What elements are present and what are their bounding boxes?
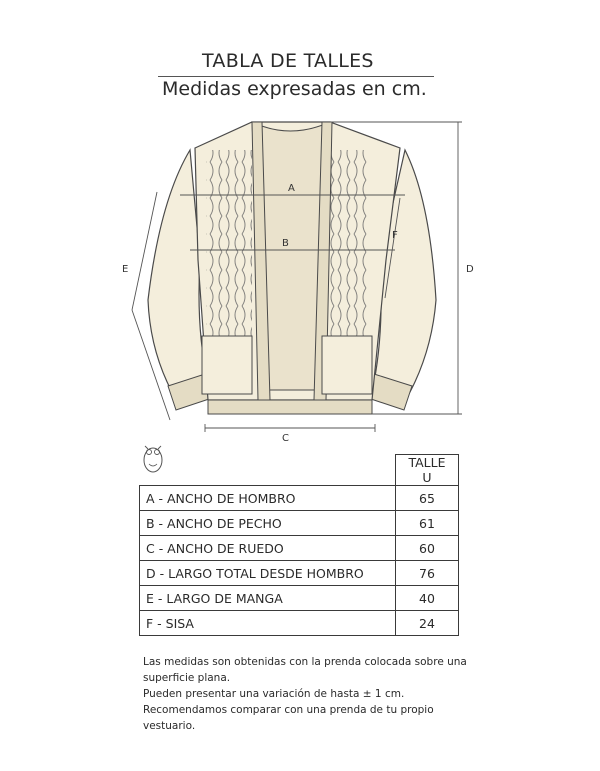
measurement-notes xyxy=(143,654,473,734)
table-row xyxy=(140,586,459,611)
row-value: 40 xyxy=(396,586,459,611)
table-row xyxy=(140,611,459,636)
page-title: TABLA DE TALLES xyxy=(202,50,374,72)
table-row xyxy=(140,561,459,586)
note-line: Recomendamos comparar con una prenda de tu propio vestuario. xyxy=(143,704,434,732)
label-a: A xyxy=(288,183,295,194)
table-header-row xyxy=(140,455,459,486)
row-label: F - SISA xyxy=(140,611,396,636)
row-value: 61 xyxy=(396,511,459,536)
note-line: Las medidas son obtenidas con la prenda colocada sobre una superficie plana. xyxy=(143,656,467,684)
row-label: B - ANCHO DE PECHO xyxy=(140,511,396,536)
row-label: E - LARGO DE MANGA xyxy=(140,586,396,611)
page-subtitle: Medidas expresadas en cm. xyxy=(162,78,427,100)
right-pocket xyxy=(322,336,372,394)
note-line: Pueden presentar una variación de hasta ± 1 cm. xyxy=(143,688,405,700)
row-value: 60 xyxy=(396,536,459,561)
row-value: 65 xyxy=(396,486,459,511)
table-row xyxy=(140,511,459,536)
label-b: B xyxy=(282,238,289,249)
table-row xyxy=(140,486,459,511)
left-pocket xyxy=(202,336,252,394)
hem-band xyxy=(208,400,372,414)
table-row xyxy=(140,536,459,561)
row-label: D - LARGO TOTAL DESDE HOMBRO xyxy=(140,561,396,586)
label-d: D xyxy=(466,264,474,275)
label-c: C xyxy=(282,433,289,444)
label-e: E xyxy=(122,264,129,275)
row-value: 24 xyxy=(396,611,459,636)
label-f: F xyxy=(392,230,398,241)
row-value: 76 xyxy=(396,561,459,586)
row-label: A - ANCHO DE HOMBRO xyxy=(140,486,396,511)
row-label: C - ANCHO DE RUEDO xyxy=(140,536,396,561)
size-table xyxy=(139,454,459,636)
size-header: TALLE U xyxy=(396,455,459,486)
